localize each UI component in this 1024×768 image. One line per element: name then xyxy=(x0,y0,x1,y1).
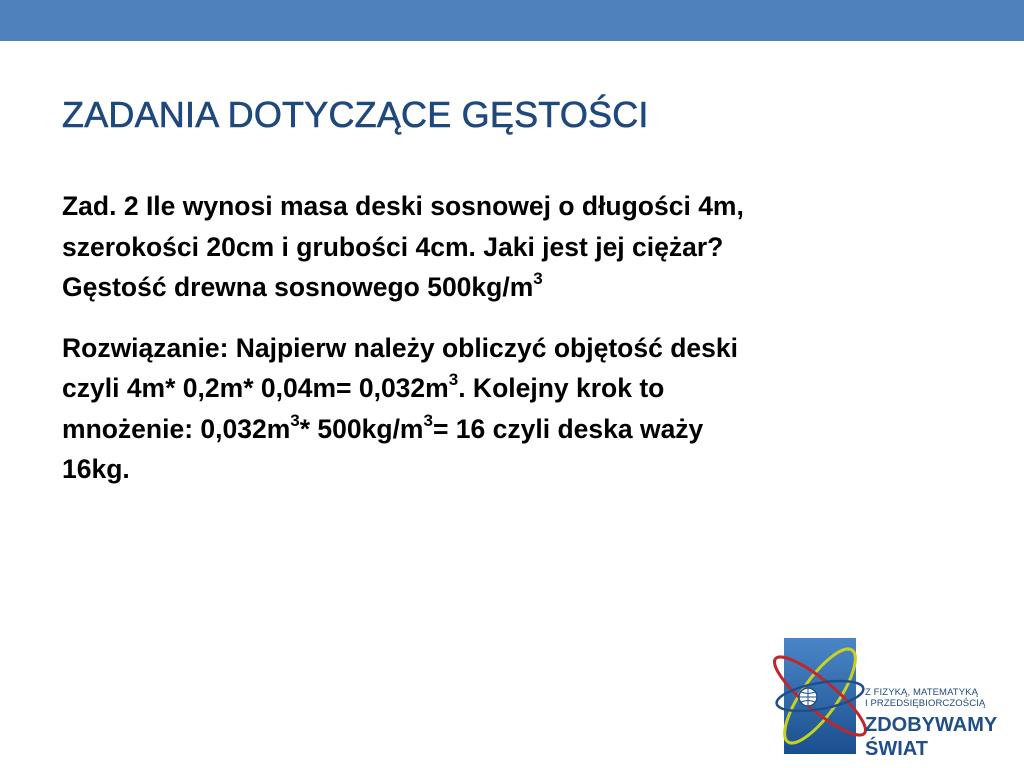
slide-title: ZADANIA DOTYCZĄCE GĘSTOŚCI xyxy=(62,94,649,135)
next-step-text: . Kolejny krok to xyxy=(458,373,665,403)
result-text: = 16 czyli deska waży xyxy=(432,413,704,444)
task-paragraph xyxy=(62,186,962,308)
task-line-1: Zad. 2 Ile wynosi masa deski sosnowej o długości 4m, xyxy=(62,191,744,221)
multiply-exponent-1: 3 xyxy=(290,410,300,430)
logo-brand-1: ZDOBYWAMY xyxy=(865,714,998,736)
volume-exponent: 3 xyxy=(448,370,459,390)
slide-content xyxy=(62,186,962,490)
logo-blue-panel xyxy=(784,638,856,754)
project-logo xyxy=(770,624,1024,768)
logo-tagline-1: Z FIZYKĄ, MATEMATYKĄ xyxy=(865,687,979,698)
density-exponent: 3 xyxy=(533,269,543,289)
logo-tagline-2: I PRZEDSIĘBIORCZOŚCIĄ xyxy=(865,698,986,709)
top-accent-bar xyxy=(0,0,1024,41)
logo-text xyxy=(865,687,1024,761)
volume-calc: czyli 4m* 0,2m* 0,04m= 0,032m xyxy=(62,373,449,403)
logo-brand-2: ŚWIAT xyxy=(865,738,928,760)
solution-paragraph xyxy=(62,328,962,490)
task-line-3 xyxy=(62,267,962,308)
solution-line-4: 16kg. xyxy=(62,454,130,484)
solution-line-1: Rozwiązanie: Najpierw należy obliczyć objętość deski xyxy=(62,332,738,363)
multiply-exponent-2: 3 xyxy=(423,410,433,430)
density-factor: * 500kg/m xyxy=(299,413,424,444)
multiply-text: mnożenie: 0,032m xyxy=(62,413,291,444)
density-text: Gęstość drewna sosnowego 500kg/m xyxy=(62,272,534,302)
solution-line-3 xyxy=(62,409,962,450)
solution-line-2 xyxy=(62,368,962,409)
task-line-2: szerokości 20cm i grubości 4cm. Jaki jest jej ciężar? xyxy=(62,231,724,262)
